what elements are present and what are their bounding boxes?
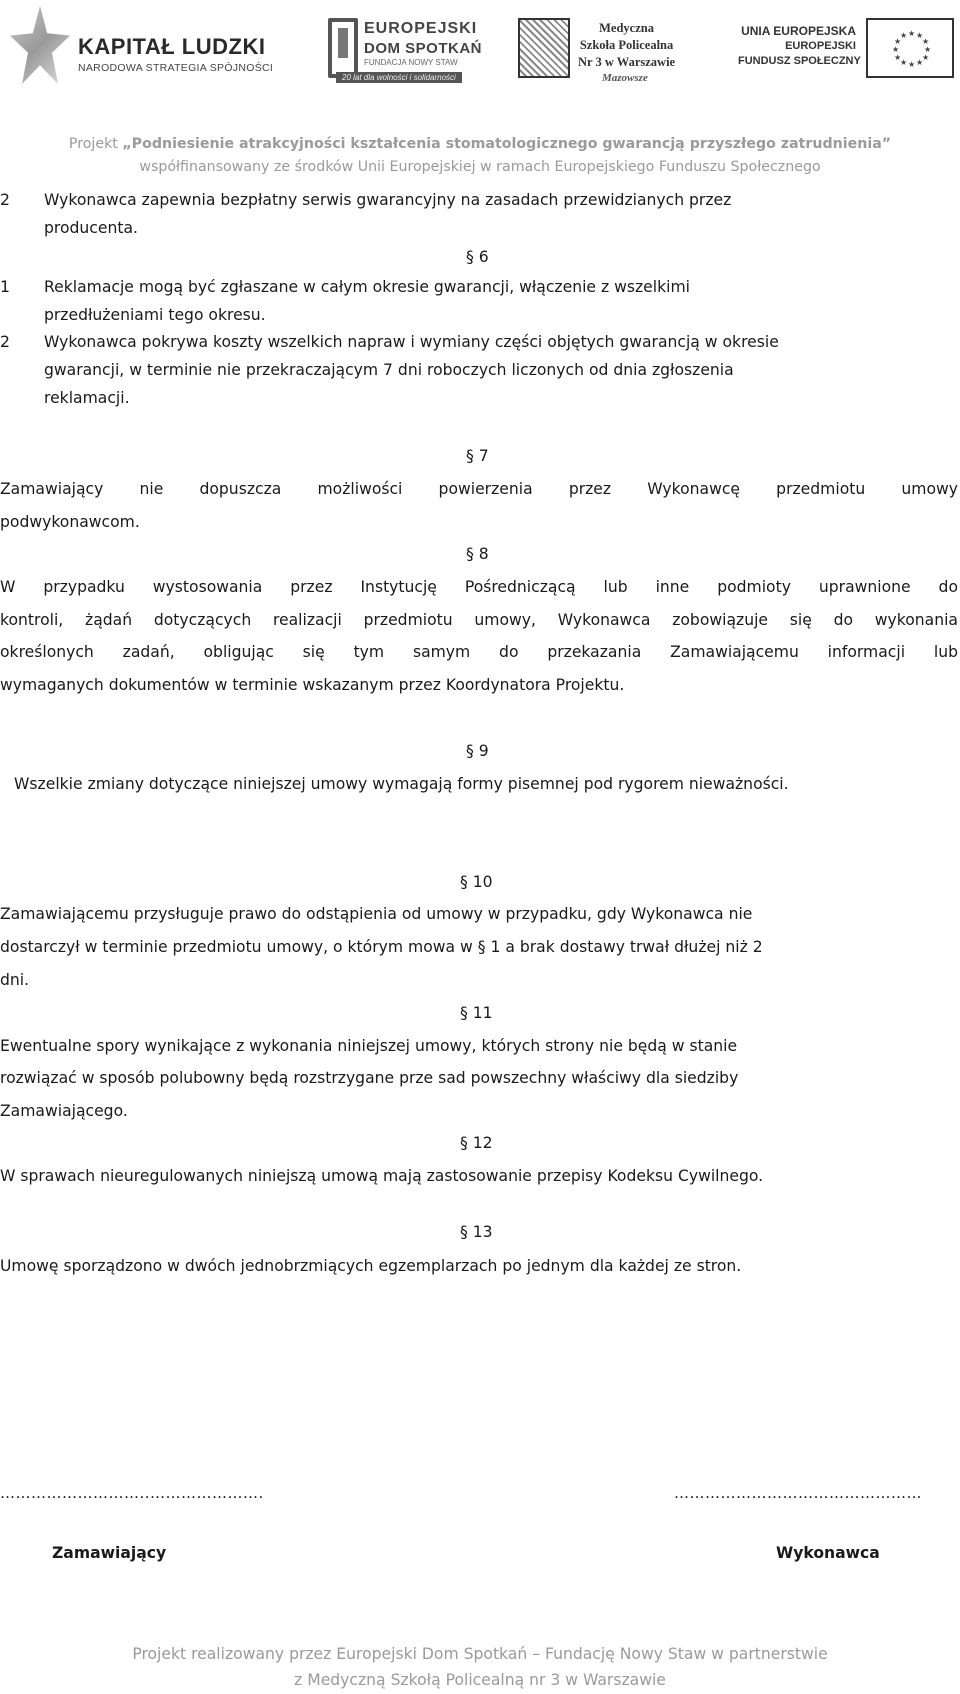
signature-line-right: ………………………………………… [674,1484,922,1502]
s10-line3: dni. [0,971,30,989]
kapital-ludzki-logo [10,6,280,84]
s7-line1: Zamawiający nie dopuszcza możliwości powierzenia przez Wykonawcę przedmiotu umowy [0,480,958,498]
s10-line1: Zamawiającemu przysługuje prawo do odstąpienia od umowy w przypadku, gdy Wykonawca nie [0,905,753,923]
s8-heading: § 8 [466,545,489,563]
project-header-line1 [0,133,960,156]
s13-line1: Umowę sporządzono w dwóch jednobrzmiących egzemplarzach po jednym dla każdej ze stron. [0,1257,742,1275]
project-header [0,133,960,179]
s12-line1: W sprawach nieuregulowanych niniejszą umową mają zastosowanie przepisy Kodeksu Cywilnego. [0,1167,764,1185]
s9-line1: Wszelkie zmiany dotyczące niniejszej umowy wymagają formy pisemnej pod rygorem nieważności. [14,775,789,793]
s6-p2-line1: Wykonawca pokrywa koszty wszelkich napraw i wymiany części objętych gwarancją w okresie [44,333,779,351]
ue-text [738,24,861,69]
eu-flag-icon [866,18,954,78]
s10-heading: § 10 [460,873,493,891]
eu-stars-icon: ★ ★ ★ ★ ★ ★ ★ ★ ★ ★ ★ ★ [892,29,932,69]
signature-label-zamawiajacy: Zamawiający [52,1544,167,1562]
star-icon [10,6,70,84]
ue-line2: EUROPEJSKI [785,40,856,52]
eds-line1: EUROPEJSKI [364,20,478,37]
msp-text [578,20,675,71]
s11-heading: § 11 [460,1004,493,1022]
s6-p1-line2: przedłużeniami tego okresu. [44,306,266,324]
signature-label-wykonawca: Wykonawca [776,1544,880,1562]
school-emblem-icon [518,18,570,78]
mazowsze-mark: Mazowsze [602,72,648,84]
s8-line2: kontroli, żądań dotyczących realizacji przedmiotu umowy, Wykonawca zobowiązuje się do wykonania [0,611,958,629]
kapital-ludzki-title: KAPITAŁ LUDZKI [78,34,266,59]
ue-line3: FUNDUSZ SPOŁECZNY [738,55,861,67]
s5-p2-line2: producenta. [44,219,138,237]
unia-europejska-logo [738,18,958,80]
s6-heading: § 6 [466,248,489,266]
s10-line2: dostarczył w terminie przedmiotu umowy, o którym mowa w § 1 a brak dostawy trwał dłużej niż 2 [0,938,763,956]
s8-line4: wymaganych dokumentów w terminie wskazanym przez Koordynatora Projektu. [0,676,625,694]
ue-line1: UNIA EUROPEJSKA [741,24,856,38]
eds-line4: 20 lat dla wolności i solidarności [336,72,462,83]
s11-line1: Ewentualne spory wynikające z wykonania niniejszej umowy, których strony nie będą w stanie [0,1037,738,1055]
s8-line1: W przypadku wystosowania przez Instytucję Pośredniczącą lub inne podmioty uprawnione do [0,578,958,596]
msp-line1: Medyczna [599,21,654,35]
project-prefix: Projekt [68,136,123,152]
s6-p2-line2: gwarancji, w terminie nie przekraczającym 7 dni roboczych liczonych od dnia zgłoszenia [44,361,734,379]
s7-heading: § 7 [466,447,489,465]
eds-line3: FUNDACJA NOWY STAW [364,58,458,67]
s5-p2-line1: Wykonawca zapewnia bezpłatny serwis gwarancyjny na zasadach przewidzianych przez [44,191,732,209]
eds-line2: DOM SPOTKAŃ [364,40,482,57]
project-title: „Podniesienie atrakcyjności kształcenia stomatologicznego gwarancją przyszłego zatrudnienia” [122,136,892,152]
footer-line1: Projekt realizowany przez Europejski Dom Spotkań – Fundację Nowy Staw w partnerstwie [132,1645,828,1663]
kapital-ludzki-subtitle: NARODOWA STRATEGIA SPÓJNOŚCI [78,62,274,74]
s9-heading: § 9 [466,742,489,760]
signature-line-left: ………………………..…………………. [0,1484,264,1502]
medyczna-szkola-logo [518,18,698,82]
msp-line3: Nr 3 w Warszawie [578,55,676,69]
s6-p2-line3: reklamacji. [44,389,130,407]
s5-p2-number: 2 [0,191,10,209]
s11-line3: Zamawiającego. [0,1102,128,1120]
project-header-line2: współfinansowany ze środków Unii Europejskiej w ramach Europejskiego Funduszu Społecznego [139,159,821,175]
msp-line2: Szkoła Policealna [579,38,674,52]
s13-heading: § 13 [460,1223,493,1241]
s11-line2: rozwiązać w sposób polubowny będą rozstrzygane prze sad powszechny właściwy dla siedziby [0,1069,739,1087]
s7-line2: podwykonawcom. [0,513,140,531]
footer-line2: z Medyczną Szkołą Policealną nr 3 w Warszawie [294,1671,666,1689]
header-logos [0,0,960,90]
s12-heading: § 12 [460,1134,493,1152]
s6-p2-number: 2 [0,333,10,351]
europejski-dom-spotkan-logo [328,18,488,82]
s6-p1-line1: Reklamacje mogą być zgłaszane w całym okresie gwarancji, włączenie z wszelkimi [44,278,690,296]
door-icon [328,18,358,78]
s6-p1-number: 1 [0,278,10,296]
s8-line3: określonych zadań, obligując się tym samym do przekazania Zamawiającemu informacji lub [0,643,958,661]
